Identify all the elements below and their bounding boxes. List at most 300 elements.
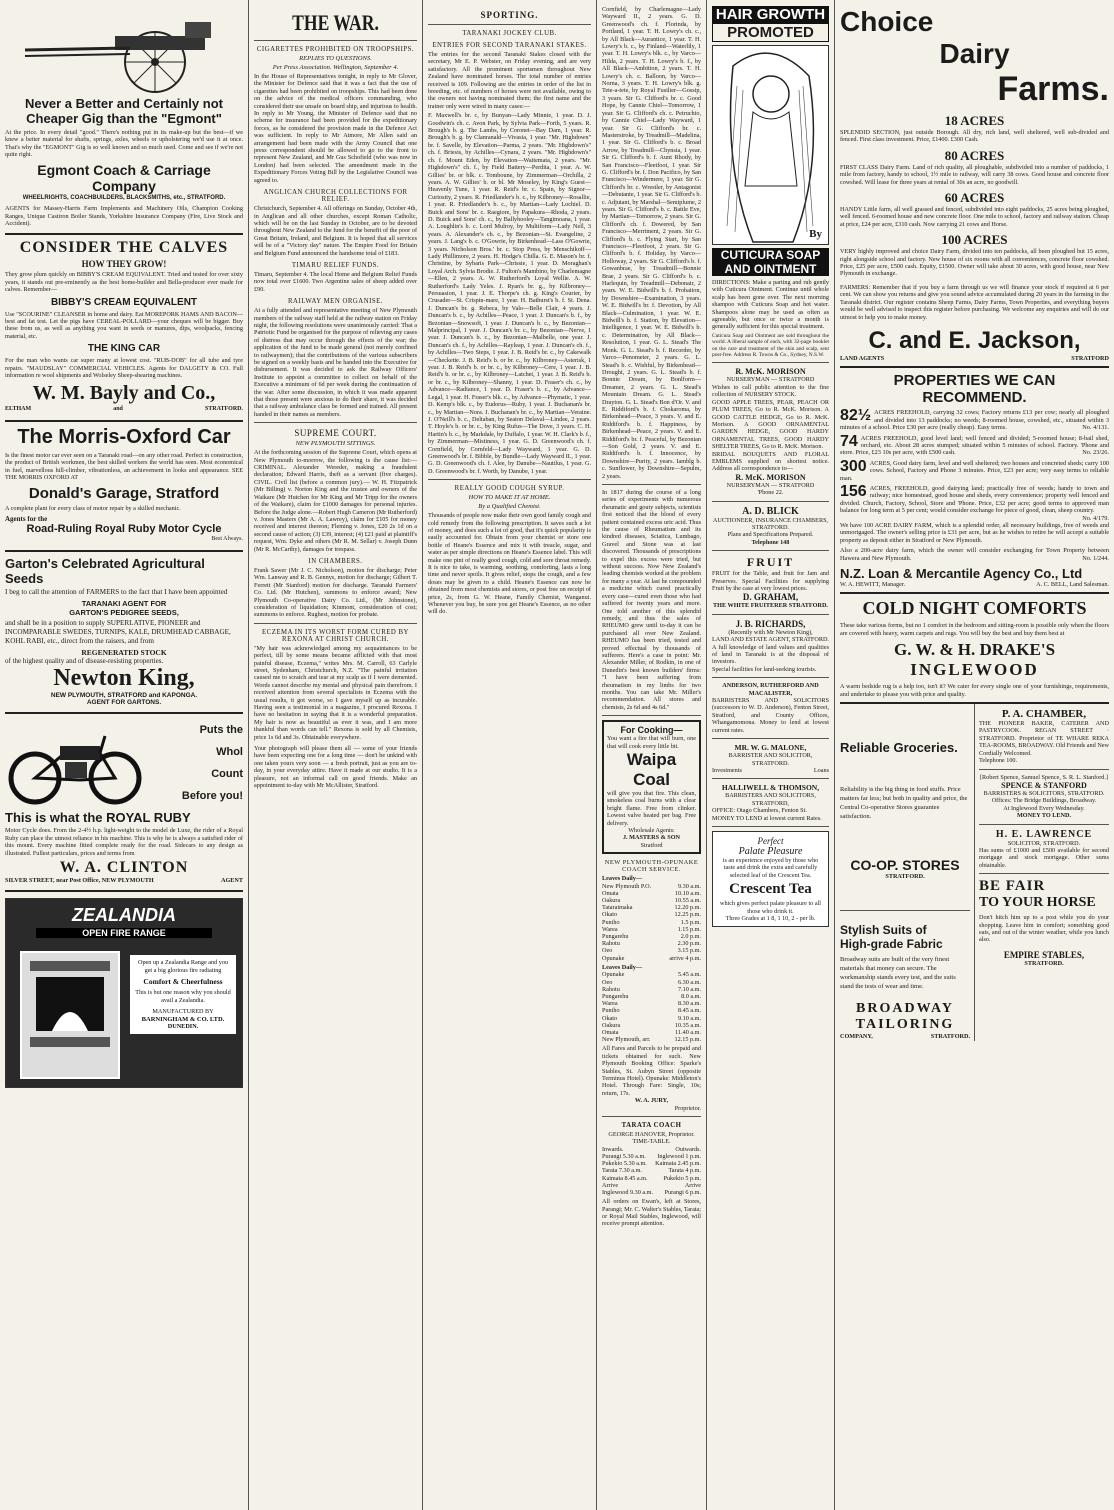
photo-p8: Your photograph will please them all — some of your friends have been expecting one for a long time — don't be unkind with one taken yours very soon — a fresh portrait, just as you are to-day, in your everyday attire. Have it made at our studio. It is a pleasure, not an informal call on good friends. Make an appointment to-day with Mr McAllister, Stratford. (254, 745, 417, 790)
woman-hair-illustration (712, 45, 829, 245)
richards-body-2: Special facilities for land-seeking tourists. (712, 665, 817, 673)
zealandia-brand: ZEALANDIA (72, 905, 176, 926)
timetable-time: 10.55 a.m. (674, 897, 701, 905)
egmont-gig-ad (5, 6, 243, 235)
malone-services (712, 767, 829, 774)
malone-role: BARRISTER AND SOLICITOR, STRATFORD. (728, 752, 813, 767)
timetable-time: 10.35 a.m. (674, 1021, 701, 1029)
broadway-company: COMPANY, (840, 1033, 873, 1041)
choice-heading: Choice (840, 6, 934, 37)
zealandia-maker-2: BARNINGHAM & CO. LTD. (141, 1015, 225, 1023)
eczema-p7: "My hair was acknowledged among my acquaintances to be perfect, till by some means became afflicted with that most painful disease, Eczema," writes Mrs. M. Carroll, 63 Carlyle street, Sydenham, Christchurch, N.Z. "The painful irritation caused me to scratch and tear at my scalp as if I were demented. Words cannot describe my mental and physical pain therefrom. I received attention from several specialists in Eczema with the usual results, it got worse, so I gave myself up as incurable. Having seen a testimonial in a magazine, I procured Rexona. I have no hesitation in saying that it is a wonderful preparation. My hair is now as beautiful as ever it was, and I am more thankful than words can tell." Rexona is sold by all Chemists, price 1s 6d and 3s. Obtainable everywhere. (254, 644, 417, 741)
farmers-note: FARMERS: Remember that if you buy a farm through us we will finance your stock if required at 6 per cent. We can show you returns and give you sound advice accumulated during 20 years in the farming in the Taranaki district. Our register contains Sheep Farms, Dairy Farms, Town Properties, and everything buyers would be well advised to inspect this register before purchasing. We welcome any enquiries and will do our utmost to help you to make money. (840, 283, 1109, 321)
coach-proprietor-name: W. A. JURY, (634, 1097, 669, 1105)
promoted-heading: PROMOTED (712, 23, 829, 42)
timetable-stop: Arrive (602, 1181, 619, 1189)
morison-role: NURSERYMAN — STRATFORD (726, 376, 815, 384)
zealandia-sub: OPEN FIRE RANGE (36, 928, 212, 938)
property-1-acres: 82½ (840, 407, 872, 425)
lawrence-role: SOLICITOR, STRATFORD. (1007, 839, 1081, 847)
ruby-headline: This is what the ROYAL RUBY (5, 810, 191, 826)
timetable-time: 1.15 p.m. (677, 925, 701, 933)
morison-role-2: NURSERYMAN — STRATFORD (726, 481, 815, 489)
morris-headline: The Morris-Oxford Car (17, 425, 231, 448)
royal-ruby-cycle: Road-Ruling Royal Ruby Motor Cycle (26, 523, 222, 536)
timetable-stop: Purangi 5.30 a.m. (602, 1153, 646, 1160)
tea-palate: Palate Pleasure (738, 845, 803, 857)
blick-phone: Telephone 148 (751, 538, 790, 546)
war-s1c: Per Press Association. Wellington, September 4. (272, 64, 399, 71)
timetable-stop: Okato (602, 911, 618, 919)
zealandia-ad (5, 892, 243, 1088)
empire-stratford: STRATFORD. (1024, 959, 1064, 967)
spence-partners: [Robert Spence, Samuel Spence, S. R. L. Stanford.] (979, 773, 1109, 781)
befair-body: Don't hitch him up to a post while you do your shopping. Leave him in comfort; something good eats, and out of the winter weather, while you lunch also. (979, 914, 1109, 944)
morris-agents: Agents for the (5, 514, 48, 523)
timetable-stop: Rahotu (602, 985, 620, 993)
timetable-time: Pukekio 5 p.m. (663, 1174, 701, 1182)
timetable-row (602, 919, 701, 926)
drake-name: G. W. & H. DRAKE'S (893, 640, 1056, 660)
timetable-row (602, 1167, 701, 1174)
calves-subhead: HOW THEY GROW! (81, 259, 167, 270)
timetable-row (602, 904, 701, 911)
war-s3: TIMARU RELIEF FUNDS. (291, 261, 380, 269)
ruby-body: Motor Cycle does. From the 2-4½ h.p. light-weight to the model de Luxe, the rider of a Royal Ruby can place the utmost reliance in his machine. This is why he is always a satisfied rider of this mount. Every machine fitted complete ready for the road. Sidecars to any design as illustrated. Fullest particulars, prices and terms from (5, 827, 243, 857)
farms-heading: Farms. (997, 70, 1109, 108)
cuticura-small: Cuticura Soap and Ointment are sold throughout the world. A liberal sample of each, with 32-page booklet on the care and treatment of the skin and scalp, sent post-free. Address R. Towns & Co., Sydney, N.S.W. (712, 332, 829, 359)
acres-100-body: VERY highly improved and choice Dairy Farm, divided into ten paddocks, all been ploughed but 15 acres, right alongside school and factory. New house of six rooms with all conveniences, concrete floor cowshed. Price, £25 per acre, £500 cash. Equity, £1500. Owner will take about 30 acres, with good house, near New Plymouth in exchange. (840, 248, 1109, 278)
broadway-stratford: STRATFORD. (930, 1033, 970, 1041)
reliable-groceries: Reliable Groceries. (840, 740, 958, 756)
garton-body: I beg to call the attention of FARMERS to the fact that I have been appointed (5, 587, 228, 596)
ruby-line-3: Count (211, 768, 243, 781)
jackson-land-agents: LAND AGENTS (840, 354, 885, 362)
column-war-news (248, 0, 422, 1510)
tarata-tt: TIME-TABLE. (632, 1138, 671, 1146)
timetable-row (602, 979, 701, 986)
chamber-tel: Telephone 100. (979, 757, 1018, 765)
war-p4: At a fully attended and representative meeting of New Plymouth members of the railway staff held at the railway station on Friday night, the following resolutions were unanimously carried: That a Patriotic Fund be organised for the purpose of relieving any cases of distress that may occur through the effects of the war; the application of the fund to be made general (not merely confined to railwaymen); that the contributions of the various subscribers be signed on a weekly basis and be handed into the Executive for disbursement. It was decided to ask the Railway Officers' Institute to appoint a committee to collect on behalf of the Executive a minimum of 6d per week during the continuation of the war. After some discussion, in which it was made apparent that those present were anxious to do their share, it was decided that a railway ambulance class be formed and trained. All present handed in their names as members. (254, 307, 417, 418)
garton-body-3: of the highest quality and of disease-resisting properties. (5, 656, 164, 665)
tea-body-2: which gives perfect palate pleasure to all those who drink it. (719, 900, 822, 915)
stylish-2: High-grade Fabric (840, 937, 943, 952)
timetable-time: 5.45 a.m. (677, 971, 701, 979)
cooking-heading: For Cooking— (620, 725, 683, 736)
halliwell-name: HALLIWELL & THOMSON, (721, 783, 820, 793)
cold-heading: COLD NIGHT COMFORTS (862, 598, 1087, 619)
clinton-address: SILVER STREET, near Post Office, NEW PLYMOUTH (5, 877, 154, 885)
column-entries-coaches (596, 0, 706, 1510)
court-p5: At the forthcoming session of the Supreme Court, which opens at New Plymouth to-morrow, the following is the cause list:— CRIMINAL. Alexander Wereder, making a fraudulent declaration; Edward Harris, theft as a servant (five charges). CIVIL. Civil list (before a common jury).— W. H. Fitzpatrick (Mr Billing) v. Norton King and the trustee and owners of the Waikare (Mr Hutchen for Mr King and Mr Tripp for the owners of the Waikare), claim for £1000 damages for personal injuries. Before the Judge alone.—Robert Hugh Cameron (Mr Rutherford) v. Jones Masters (Mr A. A. Lawrey), claim for £105 for money received and interest thereon; Fleming v. Jones, £20 2s 1d on a second cause of action; (3) £39, interest; (4) £21 paid at plaintiff's request, Wm. Dyke and others (Mr R. M. Sellar) v. Joseph Dunn (Mr R. McCarthy), damages for trespass. (254, 449, 417, 553)
sporting-p1: The entries for the second Taranaki Stakes closed with the secretary, Mr E. P. Webster, on Friday evening, and are very satisfactory. All the prominent sportsmen throughout New Zealand have nominated horses. The total number of entries received is 109. Following are the entries in order of the list in breeding, etc. of numbers of horses were not available, owing to the owners not having nominated them; the first name and the trainer only were wired in many cases:— (428, 51, 591, 110)
timetable-row (602, 1036, 701, 1043)
acres-60-body: HANDY Little farm, all well grassed and fenced, subdivided into eight paddocks, 25 acres being ploughed, well fenced. 6-roomed house and new concrete floor. One mile to school, factory and railway station. Cheap at price, £24 per acre, £310 cash. Now carrying 21 cows and Horse. (840, 206, 1109, 228)
timetable-time: Outwards. (675, 1145, 701, 1153)
reliable-body: Reliability is the big thing in food stuffs. Price matters far less; but both in quality and price, the Central Co-operative Stores guarantee satisfaction. (840, 786, 968, 821)
property-2-no: No. 23/26. (1082, 449, 1109, 457)
ruby-line-2: Whol (216, 746, 243, 759)
cough-sub: HOW TO MAKE IT AT HOME. (468, 494, 551, 502)
column-sporting (422, 0, 596, 1510)
cough-p2: Thousands of people now make their own good family cough and cold remedy from the following prescription. It saves such a lot of money, and does such a lot of good, that it's quick popularity is easily accounted for. Obtain from your chemist or store one bottle of Heane's Essence and mix it with treacle, sugar, and water as per simple directions on Heane's Essence label. This will make one pint of really good cough, cold and sore throat remedy. It is nice to take, is warming, soothing, comforting, lasts a long time and never spoils. It gives relief, stops the cough, and a few doses may be given to a child. Heane's Essence can now be obtained from most chemists and stores, or post free on receipt of price, 2s, from G. W. Heane, Family Chemist, Wanganui. Whenever you buy, be sure you get Heane's Essence, as no other will do. (428, 512, 591, 616)
zealandia-text-box (130, 955, 236, 1033)
timetable-time: arrive 4 p.m. (669, 954, 701, 962)
nz-manager: W. A. HEWITT, Manager. (840, 581, 906, 589)
cough-heading: REALLY GOOD COUGH SYRUP. (454, 485, 565, 493)
place-stratford: STRATFORD. (204, 406, 243, 413)
timetable-row (602, 926, 701, 933)
anderson-name: ANDERSON, RUTHERFORD AND MACALISTER, (722, 682, 819, 697)
waipa-coal-name: Waipa Coal (626, 750, 677, 789)
graham-role: THE WHITE FRUITERER STRATFORD. (713, 602, 828, 610)
motorcycle-icon (5, 718, 145, 810)
timetable-stop: New Plymouth P.O. (602, 882, 652, 890)
timetable-time: 8.30 a.m. (677, 1000, 701, 1008)
tarata-sub: GEORGE HANOVER, Proprietor. (608, 1130, 695, 1138)
cooking-body: You want a fire that will burn, one that will cook every little bit. (607, 735, 696, 750)
timetable-stop: Puniho (602, 918, 620, 926)
choice-dairy-farms (840, 6, 1109, 368)
spence-name: SPENCE & STANFORD (1001, 780, 1087, 790)
woman-portrait-icon (713, 46, 829, 244)
egmont-trades: WHEELRIGHTS, COACHBUILDERS, BLACKSMITHS, etc., STRATFORD. (22, 194, 226, 201)
cough-byline: By a Qualified Chemist. (478, 503, 541, 511)
tarata-body: All orders on Ewan's, left at Stores, Parangi; Mr. C. Walter's Stables, Tarata; or Royal Mail Stables, Inglewood, will receive prompt attention. (602, 1198, 701, 1228)
graham-name: D. GRAHAM, (742, 592, 799, 603)
timetable-row (602, 1000, 701, 1007)
king-car-body: For the man who wants car super many at lowest cost. "RUB-DOB" for all tube and tyre repairs. "MAUDSLAY" COMMERCIAL VEHICLES. Agents for DALGETY & CO. Full information re wool shipments and Wolseley Sheep-shearing machines. (5, 357, 243, 379)
timetable-stop: Tataraimaka (602, 904, 633, 912)
timetable-time: 7.10 a.m. (677, 985, 701, 993)
property-4-acres: 156 (840, 482, 867, 500)
timetable-row (602, 971, 701, 978)
cold-body: These take various forms, but no 1 comfort in the bedroom and sitting-room is possible only when the floors are covered with heavy, warm carpets and rugs. You will buy the best and buy them best at (840, 622, 1109, 637)
column-land-agents (834, 0, 1114, 1510)
richards-role: LAND AND ESTATE AGENT, STRATFORD. (712, 636, 829, 644)
calves-body-2: Use "SCOURINE" CLEANSER in home and dairy. Eat MOREPORK HAMS AND BACON—best and fat test. Let the pigs have CEREAL-POLLARD—your cheques will be bigger. Buy these from us, as well as anything you want in seeds or manures, dips, woolpacks, fencing material, etc. (5, 310, 243, 340)
tea-body: is an experience enjoyed by those who taste and drink the extra and carefully selected leaf of the Crescent Tea. (722, 856, 819, 879)
malone-loans: Loans (813, 766, 829, 774)
entries-continued: Cornfield, by Charlemagne—Lady Wayward II., 2 years. G. D. Greenwood's ch. f. Florinda, by Portland, 1 year. T. H. Lowry's ch. c., by All Black—Aurantice, 1 year. T. H. Lowry's b. c., by Finland—Waterlily, 1 year. T. H. Lowry's blk. c., by Varco—Hilda, 2 years. T. H. Lowry's b. f., by All Black—Ambition, 2 years. T. H. Lowry's ch. c. Balloon, by Varco—Norna, 3 years. T. H. Lowry's blk. g. Tete-a-tete, by Royal Fusilier—Gossip, 3 years. Sir G. Clifford's br. c. Good Hope, by Cannie Chiel—Tomorrow, 1 year. Sir G. Clifford's ch. c. Petruchio, by Cannie Chiel—Lady Wayward, 1 year. Sir G. Clifford's br. c. Masterstroke, by Treadmill—Madelina, 1 year. Sir G. Clifford's b. c. Broad Arrow, by Treadmill—Chynsia, 1 year. Sir G. Clifford's b. f. Aunt Rhody, by San Francisco—Fleetfoot, 1 year. Sir G. Clifford's br. f. Don Pacifico, by San Francisco—Windermere, 1 year. Sir G. Clifford's br. c. Wrestler, by Antagonist—Debutante, 1 year. Sir G. Clifford's b. c. Adjutant, by Marshal—Semiplume, 2 years. Sir G. Clifford's b. c. Battle Eve, by Martian—Tomorrow, 2 years. Sir G. Clifford's ch. f. Dowered, by San Francisco—Merriment, 2 years. Sir G. Clifford's b. c. Flying Start, by San Francisco—Fleetfoot, 2 years. Sir G. Clifford's b. f. Holiday, by Varco—Holloway, 2 years. Sir G. Clifford's b. f. Gowanbrae, by Treadmill—Bonnie Brae, 2 years. Sir G. Clifford's b. c. Harlequin, by Treadmill—Debonair, 2 years. W. E. Bidwill's b. f. Probation, by Downshire—Examination, 3 years. W. E. Bidwill's br. f. Devotion, by All Black—Culmination, 1 year. W. E. Bidwill's b. f. Station, by Elevation—Intelligence, 1 year. W. E. Bidwill's b. c. Determination, by All Black—Resolution, 1 year. G. L. Stead's The Monk. G. L. Stead's b. f. Recorder, by Varco—Penometer, 2 years. G. L. Stead's b. c. Wishful, by Birkenhead—Drought, 2 years. G. L. Stead's b. f. Bonnie Dream, by Bonlform—Dreamer, 2 years. G. L. Stead's Mountain Dream. G. L. Stead's Drayton. G. L. Stead's Bon d'Or. V. and E. Riddiford's b. f. Chokaroma, by Birkenhead—Peace, 3 years. V. and E. Riddiford's b. f. Happiness, by Birkenhead—Peace, 2 years. V. and E. Riddiford's br. f. Peaceful, by Bezonian—Son Gold, 2 years. V. and E. Riddiford's b. f. Innocence, by Downshire—Purity, 2 years. Iamblg b. c. Sunflower, by Downshire—Sepulm, 2 years. (602, 6, 701, 480)
war-p3: Timaru, September 4. The local Home and Belgium Relief Funds now total over £1600. Two Argentine sales of sheep added over £90. (254, 270, 417, 293)
sporting-entries: F. Maxwell's br. c, by Bunyan—Lady Minnie, 1 year. D. J. Goodwin's ch. c. Avon Park, by Sylvia Park—Forth, 5 years. R. Brough's b. g. The Lambs, by Coronet—Bay Dam, 1 year. R. Brough's b. g. by Clanranald—Vivasia, 1 year. "Mr. Highdown" br. f. Savelle, by Elevation—Parma, 2 years. "Mr. Highdown's" ch. f. Briesis, by Achilles—Cynara, 2 years. "Mr. Highdown's" ch. f. Mount Eden, by Elevation—Waitemata, 2 years. "Mr. Highdown's" ch. f., by Field Battery—Perdita, 1 year. A. W. Gillies' br. or blk. c. Tomboune, by Zimmerman—Orchilla, 2 years. A. W. Gillies' b. or bl. Mr Moseley, by King's Guest—Heavenly Tune, 1 year. R. Reid's br. c. Spain, by Signor—Curiosity, 2 years. R. Friedlander's b. c., by Kilbroney—Rosallie, 1 year. R. Friedlander's b. c., by Martian—Lady Lochiel. D. Buick and Sons' br. c. Raegiore, by Papakura—Rhoda, 2 years. D. Buick and Sons' ch. c., by Ballyhooley—Tangimoana, 1 year. A. Loughlin's b. c. Lord Mulroy, by Multiform—Lady Nell, 3 years. A. Alexander's ch. c., by Bezonian—St. Evangeline, 2 years. J. Lang's b. c. O'Gowrie, by Birkenhead—Lass O'Gowrie, 3 years. Nicholson Bros.' br. c. Stop Press, by Menschikoff—Lady Phillimore, 2 years. H. Hodge's Chilla. G. E. Mason's br. f. Christine, by Sybaris Park—Chrissie, 1 year. D. Moraghan's Loyal Arch. Sylvia Brodie. J. Fulton's Mambino, by Charlemagne—Ellen, 2 years. A. W. Rutherford's Loyal Wellie. A. W. Rutherford's Lady Yeles. J. Ryan's br. g., by Kilbroney—Persuasion, 1 year. J. E. Thorpe's ch. g. King's Courier, by Crusader—St. Crispin-mare, 1 year. H. Bathurst's b. f. St. Dena. J. Duncan's br. g. Rebeca, by Valo—Belle Clair, 4 years. J. Duncan's b. c., by Achilles—Peace, 1 year. J. Duncan's b. f., by Bezonian—Snowsoft, 1 year. J. Duncan's b. c., by Bezonian—Malprincipal, 1 year. J. Duncan's br. c., by Bezonian—Nerve, 1 year. J. Duncan's b. c., by Bezonian—Malbelle, one year. J. Duncan's ch. f., by Achilles—Rayleap, 1 year. J. Duncan's ch. f., by Achilles—Two Steps, 1 year. J. B. Reid's br. c., by Cakewalk—Checkette. J. B. Reid's b. or br. c., by Kilbroney—Asterisk, 1 year. J. B. Reid's b. or br. c., by Kilbroney—Cere, 1 year. J. B. Reid's b. or br. c., by Kilbroney—Latchet, 1 year. J. B. Reid's b. or br. c., by Kilbroney—Shanny, 1 year. D. Fraser's ch. c., by Advance—Radiance, 1 year. D. Fraser's b. c., by Advance—Legal, 1 year. H. Fraser's blk. c., by Advance—Phymatic, 1 year. D. Kemp's blk. c., by Eudorus—Ruby, 1 year. J. Buchanan's br. c., by Martian—Nora. J. Buchanan's br. c., by Martian—Veraine. J. O'Neill's b. c., Deltaban, by Seaton Delaval—Lindee, 2 years. T. Hoyle's b. or br. c., by King Rufus—The Dove, 3 years. C. H. Hartin's b. c., by Markdale, by Duffalo, 1 year. W. H. Clark's b. f., by Zimmerman—Mistiness, 1 year. G. D. Greenwood's ch. f. Cornfield, by Cornfeld—Lady Wayward, 1 year. G. D. Greenwood's br. f. Bibble, by Bundle—Lady Wayward II., 1 year. G. D. Greenwood's ch. f. Alee, by Danube—Nautilus, 1 year. G. D. Greenwood's br. f. Worth, by Danube, 1 year. (428, 112, 592, 475)
bottom-ads (840, 704, 1109, 1041)
tea-grades: Three Grades at 1 8, 1 10, 2 - per lb. (725, 914, 816, 922)
timetable-row (602, 1160, 701, 1167)
property-2-body: ACRES FREEHOLD, good level land; well fenced and divided; 5-roomed house; 8-bail shed, orchard, etc. About 28 acres stumped; situated within 5 minutes of school. Factory. 'Phone and store. Price, £23 10s per acre, with £500 cash. (840, 434, 1109, 457)
timetable-time: 2.30 p.m. (677, 940, 701, 948)
timetable-time: 1.5 p.m. (680, 918, 701, 926)
timetable-stop: Oakura (602, 1021, 621, 1029)
sporting-s1: TARANAKI JOCKEY CLUB. (462, 30, 557, 37)
coal-agents: Wholesale Agents: (628, 827, 675, 835)
timetable-row (602, 1015, 701, 1022)
be-fair: BE FAIR (979, 878, 1046, 895)
timetable-time: 10.10 a.m. (674, 889, 701, 897)
timetable-row (602, 986, 701, 993)
nz-salesman: A. C. BELL, Land Salesman. (1036, 581, 1109, 589)
lawrence-name: H. E. LAWRENCE (995, 828, 1093, 840)
timetable-row (602, 1153, 701, 1160)
timetable-row (602, 947, 701, 954)
timetable-stop: Omata (602, 889, 619, 897)
property-3-body: ACRES, Good dairy farm, level and well sheltered; two houses and concreted sheds; carry 100 cows. School, Factory and Phone 3 minutes. Price, £23 per acre; very easy terms to reliable man. (840, 459, 1109, 482)
timetable-row (602, 911, 701, 918)
court-heading: SUPREME COURT. (294, 428, 377, 439)
egmont-company-name: Egmont Coach & Carriage Company (37, 161, 211, 194)
empire-stables: EMPIRE STABLES, (1003, 949, 1085, 960)
donalds-garage: Donald's Garage, Stratford (28, 484, 220, 502)
garton-regen: REGENERATED STOCK (81, 647, 167, 657)
timetable-stop: Oeo (602, 947, 613, 955)
property-4 (840, 482, 1109, 522)
garton-agent: TARANAKI AGENT FOR (81, 598, 167, 608)
coach-leaves: Leaves Daily— (602, 875, 643, 883)
cuticura-ointment: AND OINTMENT (712, 262, 829, 276)
timetable-row (602, 1007, 701, 1014)
calves-headline: CONSIDER THE CALVES (19, 239, 229, 257)
zealandia-city: DUNEDIN. (167, 1022, 199, 1030)
timetable-time: 12.25 p.m. (674, 911, 701, 919)
timetable-row (602, 1182, 701, 1189)
bayly-places (5, 405, 243, 414)
timetable-time: 8.45 a.m. (677, 1007, 701, 1015)
timetable-row (602, 993, 701, 1000)
newton-king-name: Newton King, (53, 665, 195, 692)
richards-name: J. B. RICHARDS, (735, 618, 806, 629)
richards-recent: (Recently with Mr Newton King), (728, 628, 813, 636)
garton-body-2: and shall be in a position to supply SUPERLATIVE, PIONEER and INCOMPARABLE SWEDES, TURNIPS, KALE, DRUMHEAD CABBAGE, KOHL RABI, etc., direct from the raisers, and from (5, 618, 231, 645)
spence-money: MONEY TO LEND. (1016, 812, 1072, 820)
lawrence-body: Has sums of £1000 and £500 available for second mortgage and stock mortgage. Other sums obtainable. (979, 846, 1109, 869)
property-3-acres: 300 (840, 457, 867, 475)
property-4-no: No. 4/179. (1082, 514, 1109, 522)
spence-role: BARRISTERS & SOLICITORS, STRATFORD. (983, 789, 1105, 797)
timetable-stop: Okato (602, 1014, 618, 1022)
newton-king-places: NEW PLYMOUTH, STRATFORD and KAPONGA. (50, 692, 198, 700)
timetable-stop: Kaimata 8.45 a.m. (602, 1174, 648, 1182)
newton-king-agency: AGENT FOR GARTONS. (86, 699, 162, 707)
timetable-time: 9.30 a.m. (677, 882, 701, 890)
coach-leaves-2: Leaves Daily— (602, 963, 643, 971)
war-p2: Christchurch, September 4. All offerings on Sunday, October 4th, in Anglican and all other churches, except Roman Catholic, which will be on the last Sunday in October, are to be devoted throughout New Zealand to the fund for the benefit of the poor of Great Britain, Ireland, and Belgium. It is hoped that all services will be of a "Victory day" nature. The Empire Food for Britain and Belgium Fund announced the handsome total of £183. (254, 205, 417, 257)
spence-offices: Offices: The Bridge Buildings, Broadway. (991, 797, 1097, 805)
range-drawing (20, 951, 120, 1079)
clinton-name: W. A. CLINTON (59, 859, 189, 877)
timetable-time: 9.10 a.m. (677, 1014, 701, 1022)
place-eltham: ELTHAM (5, 406, 32, 413)
war-s1b: REPLIES TO QUESTIONS. (299, 55, 372, 62)
sporting-title: SPORTING. (480, 10, 539, 20)
to-your-horse: TO YOUR HORSE (979, 895, 1096, 911)
morris-oxford-ad (5, 422, 243, 552)
cold-night-ad (840, 594, 1109, 704)
coop-stratford: STRATFORD. (885, 873, 925, 881)
anderson-body: BARRISTERS AND SOLICITORS (successors to W. D. Anderson), Fenton Street, Stratford, and County Offices, Whangamomona. Money to lend at lowest current rates. (712, 697, 829, 734)
morison-name-2: R. McK. MORISON (735, 472, 806, 482)
timetable-row (602, 897, 701, 904)
fireplace-icon (22, 953, 118, 1077)
war-title: THE WAR. (292, 10, 379, 35)
timetable-time: 8.0 a.m. (681, 992, 701, 1000)
timetable-row (602, 1189, 701, 1196)
timetable-stop: Inglewood 9.30 a.m. (602, 1189, 654, 1197)
clinton-address-row (5, 877, 243, 884)
timetable-time: 12.20 p.m. (674, 904, 701, 912)
war-s2: ANGLICAN CHURCH COLLECTIONS FOR RELIEF. (263, 189, 408, 204)
gig-icon (5, 10, 243, 96)
crescent-tea-name: Crescent Tea (729, 881, 812, 898)
zealandia-range-illustration (5, 898, 243, 1088)
timetable-time: 2.0 p.m. (680, 933, 701, 941)
timetable-time: 12.15 p.m. (674, 1036, 701, 1044)
acres-18-body: SPLENDID SECTION, just outside Borough. All dry, rich land, well sheltered, well sub-divided and fenced. First class investment. Price, £1400. £300 Cash. (840, 129, 1109, 144)
morison-intro: Wishes to call public attention to the fine collection of NURSERY STOCK. (712, 383, 829, 399)
jackson-name: C. and E. Jackson, (868, 326, 1081, 354)
hair-growth-heading: HAIR GROWTH (712, 6, 829, 23)
stylish-1: Stylish Suits of (840, 923, 927, 938)
timetable-stop: Rahotu (602, 940, 620, 948)
timetable-time: Arrive (684, 1181, 701, 1189)
coach-timetable-2 (602, 971, 701, 1043)
tea-perfect: Perfect (757, 835, 784, 846)
timetable-time: Tarata 4 p.m. (668, 1167, 701, 1175)
malone-investments: Investments (712, 766, 742, 774)
timetable-stop: Omata (602, 1028, 619, 1036)
timetable-stop: Warea (602, 925, 618, 933)
bayly-company: W. M. Bayly and Co., (32, 382, 216, 405)
properties-ad (840, 368, 1109, 594)
property-6 (840, 547, 1109, 562)
property-6-no: No. 1/244. (1082, 554, 1109, 562)
zealandia-comfort: Comfort & Cheerfulness (143, 977, 223, 987)
garton-headline-2: Seeds (5, 570, 44, 586)
gig-illustration (5, 10, 243, 96)
zealandia-body: Open up a Zealandia Range and you get a big glorious fire radiating (137, 959, 229, 974)
bibby-product: BIBBY'S CREAM EQUIVALENT (50, 296, 198, 308)
jackson-row (840, 355, 1109, 362)
broadway-1: BROADWAY (856, 1001, 954, 1017)
morison-name: R. McK. MORISON (735, 367, 806, 377)
morison-bouquets: BRIDAL BOUQUETS AND FLORAL EMBLEMS supplied on shortest notice. Address all correspondence to— (712, 450, 829, 473)
king-car-heading: THE KING CAR (87, 343, 161, 355)
chambers-p6: Frank Sawer (Mr J. C. Nicholson), motion for discharge; Peter Wm. Lanway and R. B. Gennys, motion for discharge; Gilbert T. Ferrett (Mr Stanford) motion for discharge. Taranaki Farmers' Co. Ltd. (Mr Hutchen), summons to enforce award; New Plymouth Co-operative Dairy Co. Ltd., (Mr Johnstone), consideration of liquidation; Kinmont, consideration of cost; summons to enforce. Rughest, motion for probate. (254, 566, 417, 619)
acres-18: 18 ACRES (944, 113, 1005, 128)
timetable-row (602, 1022, 701, 1029)
timetable-row (602, 933, 701, 940)
coach-timetable (602, 883, 701, 962)
timetable-time: 6.30 a.m. (677, 978, 701, 986)
ruby-line-1: Puts the (199, 724, 243, 737)
property-2-acres: 74 (840, 432, 858, 450)
timetable-time: 3.15 p.m. (677, 947, 701, 955)
coop-stores: CO-OP. STORES (850, 857, 960, 874)
timetable-row (602, 1175, 701, 1182)
timetable-stop: Pukekio 5.30 a.m. (602, 1160, 647, 1168)
cuticura-directions: DIRECTIONS: Make a parting and rub gently with Cuticura Ointment. Continue until whole scalp has been gone over. The next morning shampoo with Cuticura Soap and hot water. Shampoos alone may be used as often as agreeable, but once or twice a month is generally sufficient for this special treatment. (712, 279, 829, 331)
timetable-row (602, 1146, 701, 1153)
column-cuticura-professional (706, 0, 834, 1510)
timetable-stop: Opunake (602, 971, 625, 979)
dairy-heading: Dairy (939, 38, 1010, 69)
zealandia-body-2: This is but one reason why you should avail a Zealandia. (135, 989, 231, 1004)
timetable-stop: Tarata 7.30 a.m. (602, 1167, 642, 1175)
property-1 (840, 409, 1109, 431)
calves-ad (5, 235, 243, 422)
halliwell-role: BARRISTERS AND SOLICITORS, STRATFORD, (725, 792, 816, 807)
war-s1: CIGARETTES PROHIBITED ON TROOPSHIPS. (256, 46, 415, 53)
timetable-stop: Warea (602, 1000, 618, 1008)
garton-headline: Garton's Celebrated Agricultural (5, 555, 205, 571)
nz-loan-name: N.Z. Loan & Mercantile Agency Co., Ltd (840, 566, 1083, 582)
timetable-stop: New Plymouth, arr. (602, 1036, 651, 1044)
acres-100: 100 ACRES (941, 232, 1008, 248)
fruit-heading: FRUIT (746, 555, 795, 570)
property-3 (840, 457, 1109, 482)
timetable-row (602, 940, 701, 947)
morris-sign: Best Always. (211, 536, 243, 543)
timetable-row (602, 890, 701, 897)
coal-agent-name: J. MASTERS & SON (622, 834, 681, 842)
fruit-body: FRUIT for the Table, and fruit for Jam and Preserves. Special Facilities for supplying Fruit by the case at very lowest prices. (712, 570, 829, 592)
coal-body: will give you that fire. This clean, smokeless coal burns with a clear bright flame. Free from clinker. Lowest valve heated per bag. Free delivery. (607, 790, 696, 827)
cuticura-by: By (809, 228, 822, 240)
blick-plans: Plans and Specifications Prepared. (727, 531, 814, 539)
war-p1: In the House of Representatives tonight, in reply to Mr Glover, the Minister for Defence said that it was a fact that the use of cigarettes had been prohibited on troopships. This had been done on the advice of the medical officers commanding, who considered their use unsafe on board ship, and injurious to health. In reply to Mr Young, the Minister of Defence said that no scheme for insurance had been provided for the expeditionary forces, as he considered the provision made in the Defence Act was sufficient. In reply to Mr Atmore, Mr Allen said an arrangement had been made with the Army Council that one press correspondent should be allowed to go to the front to represent New Zealand, and Mr Gus Schofield (who was now in London) had been selected. The amendment made in the Expeditionary Forces Voting Bill by the Legislative Council was agreed to. (254, 73, 417, 184)
timetable-stop: Oeo (602, 978, 613, 986)
waipa-coal-ad (602, 720, 701, 854)
spence-wednesday: At Inglewood Every Wednesday. (1003, 804, 1085, 812)
timetable-time: Kaimata 2.45 p.m. (655, 1160, 701, 1168)
tarata-title: TARATA COACH (621, 1121, 682, 1129)
properties-heading: PROPERTIES WE CAN RECOMMEND. (893, 372, 1056, 407)
zealandia-maker: MANUFACTURED BY (152, 1008, 214, 1016)
timetable-stop: Pungarehu (602, 992, 629, 1000)
blick-name: A. D. BLICK (742, 505, 799, 517)
eczema-heading: ECZEMA IN ITS WORST FORM CURED BY REXONA AT CHRIST CHURCH. (262, 628, 409, 643)
blick-role: AUCTIONEER, INSURANCE CHAMBERS, STRATFORD. (712, 516, 829, 531)
cold-body-2: A warm bedside rug is a help too, isn't it? We cater for every single one of your furnishings, requirements, and undertake to please you with price and quality. (840, 683, 1109, 698)
timetable-time: Purangi 6 p.m. (664, 1189, 701, 1197)
stylish-body: Broadway suits are built of the very finest materials that money can secure. The workmanship stands every test, and the suits stand the tests of wear and time. (840, 956, 956, 991)
nz-loan-row (840, 581, 1109, 588)
egmont-agents: AGENTS for Massey-Harris Farm Implements and Machinery Oils, Champion Cooking Ranges, Unique Castiron Boiler Stands, Yorkshire Insurance Company (Fire, Live Stock and Accident). (5, 205, 243, 227)
timetable-stop: Inwards. (602, 1145, 624, 1153)
crescent-tea-ad (712, 831, 829, 927)
chamber-body: THE PIONEER BAKER, CATERER AND PASTRYCOOK. REGAN STREET · STRATFORD. Proprietor of TE WHARE REKA TEA-ROOMS, BROADWAY. Old Friends and New Cordially Welcomed. (979, 720, 1109, 757)
timetable-row (602, 955, 701, 962)
chamber-name: P. A. CHAMBER, (1001, 708, 1087, 721)
motorcycle-illustration (5, 718, 145, 810)
property-6-body: Also a 200-acre dairy farm, which the owner will consider exchanging for Town Property between Hawera and New Plymouth. (840, 547, 1109, 562)
timetable-stop: Opunake (602, 954, 625, 962)
coach-body: All Fares and Parcels to be prepaid and tickets obtained for such. New Plymouth Booking Office: Sparke's Stables, St. Aubyn Street (opposite Terminus Hotel). Opunake: Middleton's Hotel. Through Fare: Single, 10s; return, 17s. (602, 1045, 701, 1097)
tarata-timetable (602, 1146, 701, 1196)
gig-body: At the price. In every detail "good." There's nothing put in its make-up but the best—if we knew a better material for shafts, springs, axles, wheels or upholstering we'd use it at once. That's why the "EGMONT" Gig is so well known and so much used. Come and see if we're not quite right. (5, 129, 243, 159)
timetable-stop: Pungarehu (602, 933, 629, 941)
property-1-no: No. 4/131. (1082, 424, 1109, 432)
acres-60: 60 ACRES (944, 190, 1005, 206)
halliwell-office: OFFICE: Otago Chambers, Fenton St. (712, 807, 807, 815)
property-5: We have 100 ACRE DAIRY FARM, which is a splendid order, all necessary buildings, free of weeds and unmortgaged. The owner's selling price is £31 per acre, but as he wishes to retire he will accept a suitable property as deposit either in Stratford or New Plymouth. (840, 522, 1109, 544)
timetable-time: 11.40 a.m. (675, 1028, 701, 1036)
richards-body: A full knowledge of land values and qualities of land in Taranaki is at the disposal of investors. (712, 643, 829, 666)
halliwell-money: MONEY TO LEND at lowest current Rates. (712, 814, 822, 822)
ruby-line-4: Before you! (181, 790, 243, 803)
jackson-stratford: STRATFORD (1071, 354, 1109, 362)
column-advertisements-left (0, 0, 248, 1510)
